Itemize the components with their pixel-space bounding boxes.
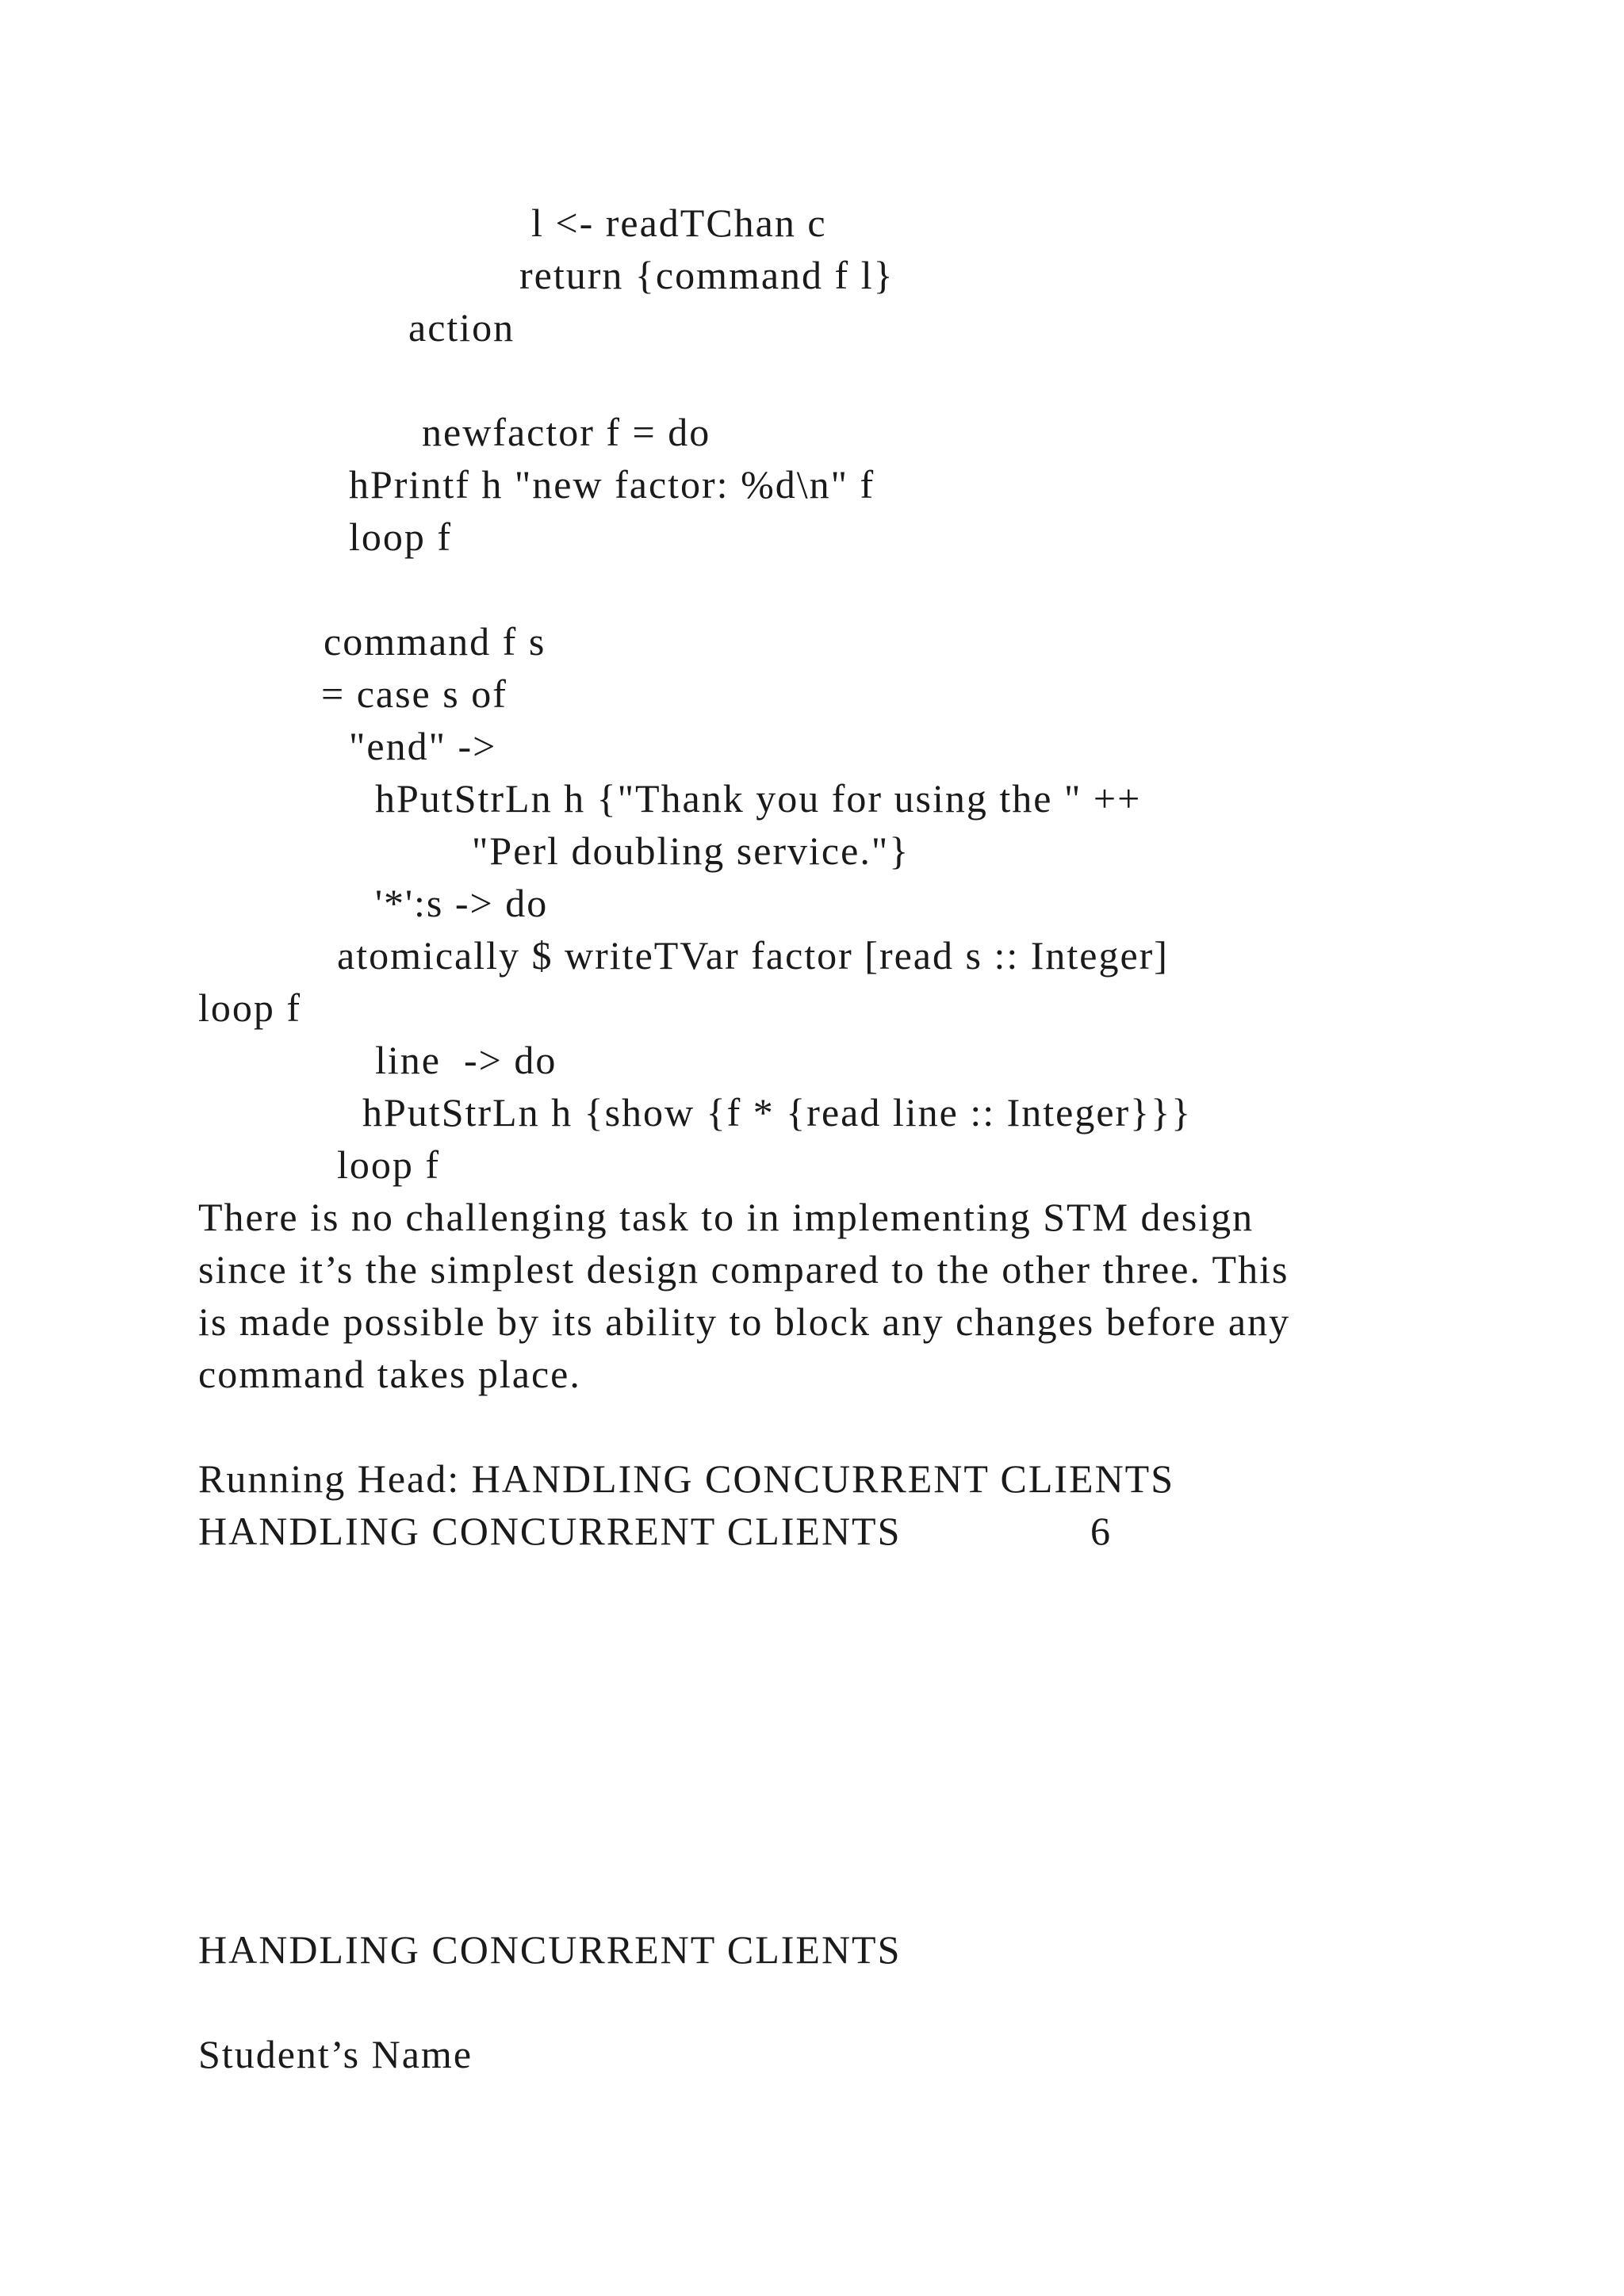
code-line: l <- readTChan c — [531, 201, 827, 245]
code-line: loop f — [337, 1142, 441, 1187]
code-line: newfactor f = do — [422, 410, 711, 454]
paragraph-line: is made possible by its ability to block any changes before any — [198, 1299, 1291, 1344]
code-line: return {command f l} — [519, 253, 894, 297]
paragraph-line: command takes place. — [198, 1352, 581, 1396]
page-number: 6 — [1090, 1509, 1112, 1553]
code-line: loop f — [349, 515, 453, 559]
paragraph-line: There is no challenging task to in implementing STM design — [198, 1195, 1254, 1239]
title-page-title: HANDLING CONCURRENT CLIENTS — [198, 1927, 902, 1972]
code-line: loop f — [198, 985, 302, 1030]
code-line: atomically $ writeTVar factor [read s :: Integer] — [337, 933, 1169, 978]
code-line: "Perl doubling service."} — [472, 828, 910, 873]
code-line: command f s — [324, 619, 546, 664]
code-line: '*':s -> do — [375, 881, 549, 925]
code-line: line -> do — [375, 1038, 557, 1082]
running-head: Running Head: HANDLING CONCURRENT CLIENTS — [198, 1456, 1175, 1501]
code-line: action — [408, 305, 515, 350]
paragraph-line: since it’s the simplest design compared to the other three. This — [198, 1247, 1289, 1292]
code-line: hPutStrLn h {show {f * {read line :: Integer}}} — [362, 1090, 1193, 1135]
code-line: hPrintf h "new factor: %d\n" f — [349, 462, 875, 507]
header-title: HANDLING CONCURRENT CLIENTS — [198, 1509, 902, 1553]
code-line: hPutStrLn h {"Thank you for using the " ++ — [375, 776, 1142, 821]
code-line: "end" -> — [349, 724, 497, 768]
code-line: = case s of — [321, 672, 508, 716]
student-name: Student’s Name — [198, 2032, 473, 2076]
